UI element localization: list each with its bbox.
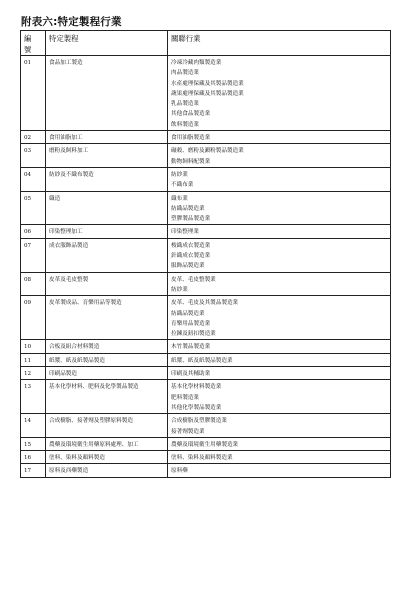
row-industries	[168, 464, 391, 477]
row-process-text: 皮革製成品、育樂用品等製造	[49, 300, 122, 307]
row-code: 17	[21, 464, 46, 477]
industry-item: 肉品製造業	[171, 70, 199, 77]
industry-item: 肥料製造業	[171, 394, 199, 401]
row-process-text: 塗料、染料及顏料製造	[49, 455, 105, 462]
industry-item: 基本化學材料製造業	[171, 384, 222, 391]
industry-item: 農藥及環境衛生用藥製造業	[171, 441, 239, 448]
row-process	[46, 296, 168, 340]
table-row	[21, 56, 391, 131]
row-code: 14	[21, 414, 46, 438]
row-industries	[168, 225, 391, 238]
industry-item: 服飾品製造業	[171, 263, 205, 270]
row-industries	[168, 272, 391, 296]
row-code: 03	[21, 144, 46, 168]
row-process-text: 成衣服飾品製造	[49, 242, 89, 249]
row-industries	[168, 296, 391, 340]
table-row	[21, 353, 391, 366]
row-process	[46, 191, 168, 225]
row-industries	[168, 380, 391, 414]
row-process	[46, 238, 168, 272]
table-row	[21, 191, 391, 225]
row-industries	[168, 451, 391, 464]
row-industries	[168, 131, 391, 144]
industry-item: 食用油脂製造業	[171, 135, 211, 142]
table-row	[21, 296, 391, 340]
industry-item: 水產處理保藏及其製品製造業	[171, 80, 244, 87]
row-process	[46, 414, 168, 438]
industry-item: 皮革、毛皮及其製品製造業	[171, 300, 239, 307]
row-process-text: 食品加工製造	[49, 60, 83, 66]
row-industries	[168, 353, 391, 366]
industry-item: 針織成衣製造業	[171, 253, 211, 260]
row-process	[46, 464, 168, 477]
header-code-line2: 號	[24, 45, 32, 54]
row-code: 06	[21, 225, 46, 238]
industry-item: 動物飼料配製業	[171, 158, 211, 165]
industry-item: 織布業	[171, 195, 188, 202]
industry-item: 接著劑製造業	[171, 428, 205, 435]
row-process	[46, 353, 168, 366]
row-process	[46, 451, 168, 464]
row-process	[46, 380, 168, 414]
row-process-text: 農藥及環境衛生用藥原料處理、加工	[49, 441, 139, 448]
row-industries	[168, 437, 391, 450]
table-row	[21, 414, 391, 438]
industry-item: 碾穀、磨粉及澱粉製品製造業	[171, 148, 244, 155]
row-code: 13	[21, 380, 46, 414]
row-industries	[168, 340, 391, 353]
industry-item: 皮革、毛皮整製業	[171, 276, 216, 283]
table-row	[21, 238, 391, 272]
table-row	[21, 437, 391, 450]
row-industries	[168, 238, 391, 272]
row-industries	[168, 167, 391, 191]
row-process	[46, 272, 168, 296]
row-process-text: 磨粉及飼料加工	[49, 148, 89, 155]
row-process-text: 合成樹脂、接著劑及塑膠原料製造	[49, 418, 133, 425]
row-process-text: 原料及西藥製造	[49, 468, 89, 475]
row-industries	[168, 191, 391, 225]
table-row	[21, 367, 391, 380]
row-code: 05	[21, 191, 46, 225]
industry-item: 木竹製品製造業	[171, 344, 211, 351]
header-industry: 關聯行業	[168, 31, 391, 56]
table-row	[21, 131, 391, 144]
row-industries	[168, 56, 391, 131]
industry-item: 不織布業	[171, 182, 194, 189]
row-process	[46, 340, 168, 353]
row-code: 15	[21, 437, 46, 450]
industry-item: 原料藥	[171, 468, 188, 475]
industry-item: 紙漿、紙及紙製品製造業	[171, 357, 233, 364]
industry-item: 塗料、染料及顏料製造業	[171, 455, 233, 462]
industry-item: 紡紗業	[171, 286, 188, 293]
row-industries	[168, 144, 391, 168]
row-process	[46, 167, 168, 191]
industry-item: 蔬果處理保藏及其製品製造業	[171, 90, 244, 97]
header-process: 特定製程	[46, 31, 168, 56]
row-process-text: 紙漿、紙及紙製品製造	[49, 357, 105, 364]
industry-item: 合成樹脂及塑膠製造業	[171, 418, 227, 425]
table-row	[21, 451, 391, 464]
row-code: 09	[21, 296, 46, 340]
row-process-text: 印刷品製造	[49, 371, 77, 378]
row-industries	[168, 414, 391, 438]
row-code: 10	[21, 340, 46, 353]
row-industries	[168, 367, 391, 380]
row-code: 08	[21, 272, 46, 296]
industry-item: 其他化學製品製造業	[171, 404, 222, 411]
row-process-text: 紡紗及不織布製造	[49, 171, 94, 178]
row-code: 04	[21, 167, 46, 191]
header-code-line1: 編	[24, 34, 32, 43]
industry-item: 印刷及其輔助業	[171, 371, 211, 378]
page-title: 附表六:特定製程行業	[21, 16, 122, 28]
industry-item: 紡織品製造業	[171, 310, 205, 317]
industry-item: 拉鍊及鈕扣製造業	[171, 331, 216, 338]
industry-item: 印染整理業	[171, 229, 199, 236]
row-code: 02	[21, 131, 46, 144]
row-process	[46, 367, 168, 380]
row-process	[46, 56, 168, 131]
table-row	[21, 225, 391, 238]
industry-item: 育樂用品製造業	[171, 320, 211, 327]
row-code: 11	[21, 353, 46, 366]
industry-item: 紡紗業	[171, 171, 188, 178]
row-process-text: 食用油脂加工	[49, 135, 83, 142]
industry-item: 飲料製造業	[171, 121, 199, 128]
industry-table	[20, 30, 391, 478]
table-row	[21, 167, 391, 191]
industry-item: 冷凍冷藏肉類製造業	[171, 60, 222, 66]
table-row	[21, 272, 391, 296]
industry-item: 其他食品製造業	[171, 111, 211, 118]
row-process	[46, 144, 168, 168]
row-process-text: 皮革及毛皮整製	[49, 276, 89, 283]
row-code: 16	[21, 451, 46, 464]
table-row	[21, 380, 391, 414]
row-process	[46, 131, 168, 144]
header-code	[21, 31, 46, 56]
row-process-text: 合板及組合材料製造	[49, 344, 100, 351]
industry-item: 梭織成衣製造業	[171, 242, 211, 249]
table-row	[21, 340, 391, 353]
industry-item: 塑膠製品製造業	[171, 216, 211, 223]
row-process	[46, 437, 168, 450]
row-code: 07	[21, 238, 46, 272]
industry-item: 乳品製造業	[171, 101, 199, 108]
table-header-row	[21, 31, 391, 56]
row-process-text: 基本化學材料、肥料及化學製品製造	[49, 384, 139, 391]
table-row	[21, 464, 391, 477]
industry-item: 紡織品製造業	[171, 205, 205, 212]
row-process-text: 印染整理加工	[49, 229, 83, 236]
row-code: 12	[21, 367, 46, 380]
row-code: 01	[21, 56, 46, 131]
row-process	[46, 225, 168, 238]
row-process-text: 織造	[49, 195, 61, 202]
table-row	[21, 144, 391, 168]
